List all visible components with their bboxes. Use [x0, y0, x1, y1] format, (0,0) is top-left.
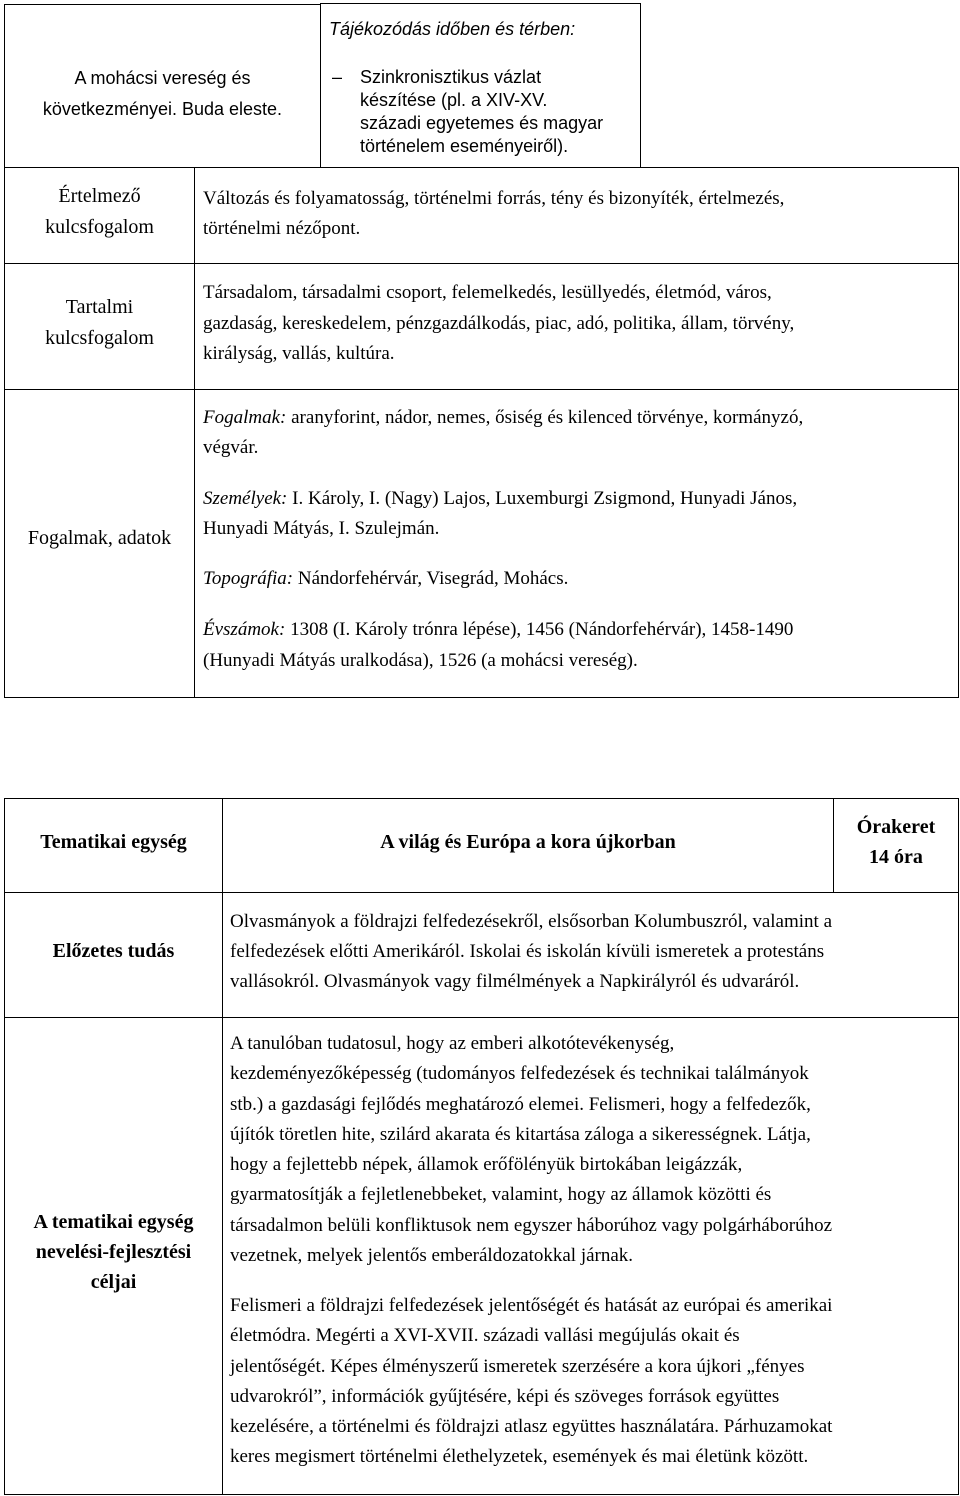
- persons-list: Személyek: I. Károly, I. (Nagy) Lajos, Luxemburgi Zsigmond, Hunyadi János, Hunyadi Mátyás, I. Szulejmán.: [203, 488, 798, 539]
- goals-paragraph-2: Felismeri a földrajzi felfedezések jelentőségét és hatását az európai és amerikai életmódra. Megérti a XVI-XVII. századi vallási megújulás okait és jelentőségét. Képes élményszerű ismeretek szerzésére a kora újkori „fényes udvarokról”, információk gyűjtésére, képi és szöveges források együttes kezelésére, a történelmi és földrajzi atlasz együttes használatára. Párhuzamokat keres megismert történelmi élethelyzetek, események és mai életünk között.: [230, 1295, 833, 1468]
- unit-title: A világ és Európa a kora újkorban: [380, 831, 676, 853]
- thematic-unit-label: Tematikai egység: [40, 831, 187, 853]
- content-concept-text: Társadalom, társadalmi csoport, felemelkedés, lesüllyedés, életmód, város, gazdaság, kereskedelem, pénzgazdálkodás, piac, adó, politika, állam, törvény, királyság, vallás, kultúra.: [203, 282, 795, 364]
- topography-list: Topográfia: Nándorfehérvár, Visegrád, Mohács.: [203, 568, 569, 589]
- time-frame: Órakeret 14 óra: [856, 816, 936, 868]
- prior-knowledge-label: Előzetes tudás: [52, 940, 175, 962]
- dates-list: Évszámok: 1308 (I. Károly trónra lépése), 1456 (Nándorfehérvár), 1458-1490 (Hunyadi Mátyás uralkodása), 1526 (a mohácsi vereség).: [203, 619, 794, 671]
- content-concept-label: Tartalmi kulcsfogalom: [45, 296, 154, 349]
- orientation-item: Szinkronisztikus vázlat készítése (pl. a XIV-XV. századi egyetemes és magyar történelem eseményeiről).: [360, 67, 604, 156]
- interpretive-concept-text: Változás és folyamatosság, történelmi forrás, tény és bizonyíték, értelmezés, történelmi nézőpont.: [203, 188, 785, 239]
- goals-paragraph-1: A tanulóban tudatosul, hogy az emberi alkotótevékenység, kezdeményezőképesség (tudományos felfedezések és technikai találmányok stb.) a gazdasági fejlődés meghatározó elemei. Felismeri, hogy a felfedezők, újítók töretlen hite, szilárd akarata és kitartása záloga a sikerességnek. Látja, hogy a fejlettebb népek, államok erőfölényük birtokában leigázzák, gyarmatosítják a fejletlenebbeket, valamint, hogy az államok közötti és társadalmon belüli konfliktusok nem egyszer háborúhoz vagy polgárháborúhoz vezetnek, melyek jelentős emberáldozatokkal járnak.: [230, 1033, 833, 1267]
- goals-label: A tematikai egység nevelési-fejlesztési céljai: [33, 1211, 194, 1293]
- topic-title: A mohácsi vereség és következményei. Buda eleste.: [42, 68, 283, 119]
- orientation-heading: Tájékozódás időben és térben:: [329, 19, 576, 39]
- prior-knowledge-text: Olvasmányok a földrajzi felfedezésekről, elsősorban Kolumbuszról, valamint a felfedezések előtti Amerikáról. Iskolai és iskolán kívüli ismeretek a protestáns vallásokról. Olvasmányok vagy filmélmények a Napkirályról és udvaráról.: [230, 911, 832, 992]
- concepts-data-label: Fogalmak, adatok: [27, 527, 172, 549]
- list-dash: –: [332, 67, 343, 87]
- concepts-list: Fogalmak: aranyforint, nádor, nemes, ősiség és kilenced törvénye, kormányzó, végvár.: [203, 407, 804, 458]
- interpretive-concept-label: Értelmező kulcsfogalom: [45, 185, 154, 238]
